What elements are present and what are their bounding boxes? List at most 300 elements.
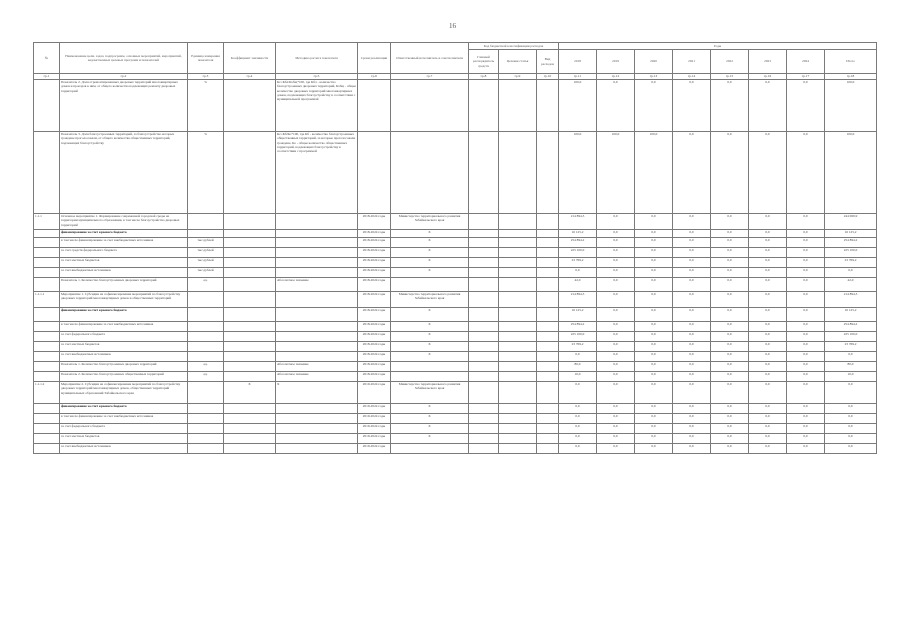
row-coef <box>224 352 276 362</box>
row-year-value: 214 894,3 <box>559 214 597 230</box>
row-number <box>34 80 60 132</box>
column-number: гр.2 <box>60 74 188 80</box>
row-year-value: 0,0 <box>711 362 749 372</box>
row-year-value: 0,0 <box>673 444 711 454</box>
row-method <box>276 238 358 248</box>
row-year-value: 0,0 <box>711 258 749 268</box>
row-glava <box>469 404 499 414</box>
row-unit <box>188 292 224 308</box>
row-executor <box>391 278 469 292</box>
row-coef <box>224 238 276 248</box>
table-row <box>34 342 877 352</box>
row-name: Показатель 2. Доля отремонтированных дворовых территорий многоквартирных домов и проездов к ним, от общего количества подлежащих ремонту дворовых территорий <box>60 80 188 132</box>
row-year-value: 80,0 <box>559 362 597 372</box>
row-year-value: 225 100,0 <box>559 248 597 258</box>
row-year-value: 0,0 <box>635 278 673 292</box>
table-row <box>34 444 877 454</box>
row-period <box>358 132 391 214</box>
row-glava <box>469 414 499 424</box>
row-period: 2018-2024 годы <box>358 372 391 382</box>
column-number: гр.17 <box>787 74 825 80</box>
column-number: гр.12 <box>597 74 635 80</box>
row-year-value: 0,0 <box>635 308 673 322</box>
row-year-value: 0,0 <box>597 372 635 382</box>
row-name: за счет внебюджетных источников <box>60 352 188 362</box>
row-year-value: 0,0 <box>711 372 749 382</box>
row-year-value: 0,0 <box>673 434 711 444</box>
row-year-value: 0,0 <box>711 434 749 444</box>
row-year-value: 0,0 <box>673 424 711 434</box>
row-period: 2018-2024 годы <box>358 332 391 342</box>
row-vr <box>537 404 559 414</box>
row-csr <box>499 424 537 434</box>
row-coef <box>224 132 276 214</box>
row-glava <box>469 292 499 308</box>
row-executor: Х <box>391 352 469 362</box>
row-name: за счет внебюджетных источников <box>60 268 188 278</box>
row-name: Основное мероприятие 1. Формирование современной городской среды на территории муниципального образования, в том числе благоустройство дворовых территорий <box>60 214 188 230</box>
row-year-value: 0,0 <box>597 238 635 248</box>
row-unit <box>188 434 224 444</box>
row-name: Показатель 1. Количество благоустроенных дворовых территорий <box>60 362 188 372</box>
row-csr <box>499 238 537 248</box>
column-number: гр.18 <box>825 74 877 80</box>
row-period: 2019-2024 годы <box>358 434 391 444</box>
row-name: за счет местных бюджетов <box>60 342 188 352</box>
row-total: 100,0 <box>825 132 877 214</box>
row-period: 2018-2024 годы <box>358 292 391 308</box>
row-year-value: 0,0 <box>711 308 749 322</box>
row-year-value: 0,0 <box>749 362 787 372</box>
row-glava <box>469 258 499 268</box>
row-total: 225 100,0 <box>825 332 877 342</box>
row-unit <box>188 414 224 424</box>
row-unit: % <box>188 132 224 214</box>
row-csr <box>499 292 537 308</box>
table-row <box>34 414 877 424</box>
row-name: Мероприятие 2. Субсидии на софинансирование мероприятий по благоустройству дворовых территорий многоквартирных домов, общественных территорий муниципальных образований Забайкальского края <box>60 382 188 404</box>
row-year-value: 254 894,2 <box>559 238 597 248</box>
table-row <box>34 372 877 382</box>
header-year: 2018 <box>559 50 597 74</box>
row-method <box>276 214 358 230</box>
row-name: за счет средств федерального бюджета <box>60 248 188 258</box>
row-method: Абсолютное значение <box>276 278 358 292</box>
column-number: гр.1 <box>34 74 60 80</box>
row-year-value: 0,0 <box>635 424 673 434</box>
row-year-value: 0,0 <box>749 214 787 230</box>
row-name: финансирование за счет краевого бюджета <box>60 308 188 322</box>
table-row <box>34 362 877 372</box>
row-name: за счет федерального бюджета <box>60 424 188 434</box>
row-number: 1.1.1.2 <box>34 382 60 404</box>
row-total: 0,0 <box>825 444 877 454</box>
row-number <box>34 362 60 372</box>
row-period: 2018-2024 годы <box>358 278 391 292</box>
row-vr <box>537 332 559 342</box>
row-year-value: 0,0 <box>635 434 673 444</box>
row-method <box>276 404 358 414</box>
row-coef <box>224 278 276 292</box>
row-year-value: 0,0 <box>711 214 749 230</box>
row-method: Кс=Кб/Ко*100, где Кб - количество благоустроенных общественных территорий, за которые проголосовали граждане, Ко - общее количество общественных территорий, подлежащих благоустройству в соответствии с программой <box>276 132 358 214</box>
row-number <box>34 230 60 238</box>
row-csr <box>499 214 537 230</box>
row-method <box>276 424 358 434</box>
row-vr <box>537 230 559 238</box>
row-year-value: 42,0 <box>559 278 597 292</box>
row-year-value: 0,0 <box>673 414 711 424</box>
column-number: гр.7 <box>391 74 469 80</box>
row-vr <box>537 258 559 268</box>
row-number <box>34 132 60 214</box>
row-executor: Х <box>391 424 469 434</box>
row-year-value: 0,0 <box>749 434 787 444</box>
row-year-value: 0,0 <box>787 238 825 248</box>
row-year-value: 0,0 <box>711 352 749 362</box>
row-year-value: 0,0 <box>597 292 635 308</box>
row-number <box>34 248 60 258</box>
row-number <box>34 332 60 342</box>
row-year-value: 0,0 <box>635 352 673 362</box>
row-year-value: 0,0 <box>635 230 673 238</box>
row-total: 254 894,2 <box>825 238 877 248</box>
row-total: 244 069,9 <box>825 214 877 230</box>
row-method <box>276 292 358 308</box>
row-vr <box>537 342 559 352</box>
row-number <box>34 258 60 268</box>
header-no: № <box>34 43 60 74</box>
row-year-value: 0,0 <box>711 292 749 308</box>
table-row <box>34 308 877 322</box>
column-number: гр.8 <box>469 74 499 80</box>
row-number <box>34 372 60 382</box>
row-method <box>276 248 358 258</box>
row-coef <box>224 444 276 454</box>
row-csr <box>499 404 537 414</box>
row-unit <box>188 214 224 230</box>
column-number: гр.14 <box>673 74 711 80</box>
row-year-value: 0,0 <box>597 332 635 342</box>
row-glava <box>469 278 499 292</box>
row-executor: Х <box>391 258 469 268</box>
row-method: Кс=Кбл/Кобщ*100, где Кбл - количество благоустроенных дворовых территорий, Кобщ - общее количество дворовых территорий многоквартирных домов, подлежащих благоустройству в соответствии с муниципальной программой <box>276 80 358 132</box>
row-year-value: 0,0 <box>559 382 597 404</box>
row-year-value: 0,0 <box>673 268 711 278</box>
row-method <box>276 230 358 238</box>
row-glava <box>469 382 499 404</box>
row-executor: Министерство территориального развития Забайкальского края <box>391 292 469 308</box>
row-method <box>276 434 358 444</box>
row-csr <box>499 372 537 382</box>
row-executor: Х <box>391 434 469 444</box>
row-total: 225 100,0 <box>825 248 877 258</box>
row-year-value: 0,0 <box>787 308 825 322</box>
row-year-value: 0,0 <box>749 292 787 308</box>
row-year-value: 0,0 <box>749 332 787 342</box>
row-executor <box>391 372 469 382</box>
row-year-value: 100,0 <box>559 132 597 214</box>
row-year-value: 0,0 <box>787 414 825 424</box>
row-method <box>276 258 358 268</box>
row-coef <box>224 434 276 444</box>
row-unit: ед. <box>188 362 224 372</box>
row-number: 1.1.1 <box>34 214 60 230</box>
table-row <box>34 424 877 434</box>
column-number: гр.15 <box>711 74 749 80</box>
row-year-value: 0,0 <box>673 332 711 342</box>
row-unit <box>188 424 224 434</box>
row-name: финансирование за счет краевого бюджета <box>60 404 188 414</box>
row-year-value: 0,0 <box>597 258 635 268</box>
row-year-value: 0,0 <box>597 230 635 238</box>
table-row <box>34 352 877 362</box>
row-glava <box>469 332 499 342</box>
row-number <box>34 268 60 278</box>
row-year-value: 0,0 <box>635 332 673 342</box>
header-year: 2019 <box>597 50 635 74</box>
row-year-value: 0,0 <box>711 382 749 404</box>
row-period: 2018-2024 годы <box>358 258 391 268</box>
row-total: 23 769,2 <box>825 258 877 268</box>
header-kbk: Код бюджетной классификации расходов <box>469 43 559 50</box>
row-coef <box>224 292 276 308</box>
row-year-value: 0,0 <box>597 268 635 278</box>
row-period: 2018-2024 годы <box>358 268 391 278</box>
row-glava <box>469 444 499 454</box>
row-unit: тыс.рублей <box>188 248 224 258</box>
row-year-value: 0,0 <box>673 278 711 292</box>
row-name: в том числе финансирование за счет внебюджетных источников <box>60 414 188 424</box>
row-year-value: 0,0 <box>673 238 711 248</box>
table-row <box>34 268 877 278</box>
row-year-value: 0,0 <box>635 362 673 372</box>
row-year-value: 0,0 <box>597 414 635 424</box>
row-method <box>276 332 358 342</box>
row-year-value: 0,0 <box>635 322 673 332</box>
row-year-value: 0,0 <box>597 248 635 258</box>
row-vr <box>537 80 559 132</box>
row-vr <box>537 362 559 372</box>
row-year-value: 0,0 <box>673 248 711 258</box>
row-csr <box>499 258 537 268</box>
row-year-value: 0,0 <box>673 132 711 214</box>
row-year-value: 0,0 <box>749 372 787 382</box>
header-year: 2021 <box>673 50 711 74</box>
row-number: 1.1.1.1 <box>34 292 60 308</box>
row-unit <box>188 230 224 238</box>
column-number: гр.6 <box>358 74 391 80</box>
row-year-value: 0,0 <box>597 342 635 352</box>
row-year-value: 0,0 <box>787 258 825 268</box>
row-vr <box>537 238 559 248</box>
row-csr <box>499 248 537 258</box>
row-year-value: 254 894,2 <box>559 322 597 332</box>
row-year-value: 0,0 <box>597 352 635 362</box>
row-total: 100,0 <box>825 80 877 132</box>
row-period: 2018-2024 годы <box>358 322 391 332</box>
row-year-value: 0,0 <box>597 424 635 434</box>
row-year-value: 0,0 <box>749 132 787 214</box>
row-number <box>34 278 60 292</box>
row-csr <box>499 322 537 332</box>
row-executor: Х <box>391 268 469 278</box>
row-year-value: 0,0 <box>559 404 597 414</box>
row-year-value: 0,0 <box>635 444 673 454</box>
row-year-value: 0,0 <box>711 132 749 214</box>
header-coef: Коэффициент значимости <box>224 43 276 74</box>
row-number <box>34 342 60 352</box>
row-year-value: 0,0 <box>749 308 787 322</box>
row-coef <box>224 308 276 322</box>
row-year-value: 0,0 <box>597 444 635 454</box>
row-executor <box>391 444 469 454</box>
row-year-value: 0,0 <box>787 248 825 258</box>
row-year-value: 100,0 <box>597 132 635 214</box>
row-glava <box>469 342 499 352</box>
row-year-value: 0,0 <box>711 444 749 454</box>
row-vr <box>537 424 559 434</box>
row-year-value: 0,0 <box>787 434 825 444</box>
row-vr <box>537 434 559 444</box>
row-unit <box>188 444 224 454</box>
row-unit: ед. <box>188 372 224 382</box>
row-year-value: 0,0 <box>559 352 597 362</box>
row-year-value: 0,0 <box>711 268 749 278</box>
row-year-value: 0,0 <box>787 352 825 362</box>
row-method <box>276 444 358 454</box>
row-total: 42,0 <box>825 278 877 292</box>
header-year: 2024 <box>787 50 825 74</box>
row-year-value: 0,0 <box>673 258 711 268</box>
row-method: Х <box>276 382 358 404</box>
row-glava <box>469 362 499 372</box>
row-glava <box>469 424 499 434</box>
row-year-value: 0,0 <box>635 268 673 278</box>
row-year-value: 0,0 <box>787 322 825 332</box>
row-glava <box>469 268 499 278</box>
row-year-value: 0,0 <box>711 230 749 238</box>
row-csr <box>499 332 537 342</box>
row-total: 0,0 <box>825 268 877 278</box>
row-csr <box>499 362 537 372</box>
row-year-value: 0,0 <box>635 238 673 248</box>
row-unit <box>188 332 224 342</box>
row-coef <box>224 362 276 372</box>
row-coef <box>224 248 276 258</box>
row-period: 2019-2024 годы <box>358 424 391 434</box>
row-year-value: 225 100,0 <box>559 332 597 342</box>
row-year-value: 0,0 <box>711 424 749 434</box>
row-executor: Х <box>391 308 469 322</box>
row-executor: Х <box>391 414 469 424</box>
row-csr <box>499 414 537 424</box>
row-glava <box>469 248 499 258</box>
row-name: финансирование за счет краевого бюджета <box>60 230 188 238</box>
row-executor <box>391 132 469 214</box>
row-year-value: 0,0 <box>673 362 711 372</box>
row-year-value: 0,0 <box>597 434 635 444</box>
row-period: 2018-2024 годы <box>358 238 391 248</box>
row-year-value: 0,0 <box>597 308 635 322</box>
table-row <box>34 434 877 444</box>
row-year-value: 23 769,2 <box>559 342 597 352</box>
row-period: 2019-2024 годы <box>358 382 391 404</box>
row-coef <box>224 372 276 382</box>
row-name: за счет федерального бюджета <box>60 332 188 342</box>
row-total: 254 894,2 <box>825 322 877 332</box>
row-unit: тыс.рублей <box>188 238 224 248</box>
row-year-value: 0,0 <box>749 444 787 454</box>
table-row <box>34 80 877 132</box>
row-coef <box>224 80 276 132</box>
row-unit <box>188 342 224 352</box>
row-period: 2019-2024 годы <box>358 414 391 424</box>
header-vr: Вид расходов <box>537 50 559 74</box>
row-year-value: 0,0 <box>597 404 635 414</box>
table-header <box>34 43 877 80</box>
row-year-value: 0,0 <box>787 382 825 404</box>
row-executor: Х <box>391 332 469 342</box>
row-year-value: 0,0 <box>673 308 711 322</box>
header-year: 2022 <box>711 50 749 74</box>
row-period: 2018-2024 годы <box>358 352 391 362</box>
row-vr <box>537 308 559 322</box>
row-year-value: 0,0 <box>749 248 787 258</box>
row-number <box>34 404 60 414</box>
row-glava <box>469 230 499 238</box>
row-year-value: 0,0 <box>711 404 749 414</box>
row-executor: Министерство территориального развития Забайкальского края <box>391 382 469 404</box>
row-executor: Х <box>391 404 469 414</box>
program-table <box>33 42 877 454</box>
row-total: 0,0 <box>825 382 877 404</box>
row-year-value: 23 769,2 <box>559 258 597 268</box>
row-year-value: 0,0 <box>711 342 749 352</box>
column-number: гр.5 <box>276 74 358 80</box>
row-year-value: 0,0 <box>597 362 635 372</box>
row-period: 2018-2024 годы <box>358 230 391 238</box>
row-coef <box>224 230 276 238</box>
row-unit <box>188 404 224 414</box>
row-year-value: 0,0 <box>749 258 787 268</box>
row-year-value: 0,0 <box>787 444 825 454</box>
row-year-value: 0,0 <box>673 230 711 238</box>
row-coef <box>224 424 276 434</box>
row-total: 214 894,3 <box>825 292 877 308</box>
row-year-value: 0,0 <box>787 132 825 214</box>
row-total: 80,0 <box>825 362 877 372</box>
table-row <box>34 230 877 238</box>
row-year-value: 0,0 <box>635 258 673 268</box>
row-csr <box>499 132 537 214</box>
row-vr <box>537 278 559 292</box>
row-year-value: 0,0 <box>559 434 597 444</box>
row-year-value: 0,0 <box>635 414 673 424</box>
row-coef <box>224 214 276 230</box>
row-year-value: 0,0 <box>787 278 825 292</box>
row-csr <box>499 342 537 352</box>
row-year-value: 0,0 <box>787 332 825 342</box>
row-year-value: 0,0 <box>711 332 749 342</box>
row-year-value: 0,0 <box>787 362 825 372</box>
table-row <box>34 332 877 342</box>
row-vr <box>537 292 559 308</box>
row-vr <box>537 322 559 332</box>
row-glava <box>469 132 499 214</box>
row-year-value: 16 125,2 <box>559 230 597 238</box>
row-year-value: 0,0 <box>673 322 711 332</box>
